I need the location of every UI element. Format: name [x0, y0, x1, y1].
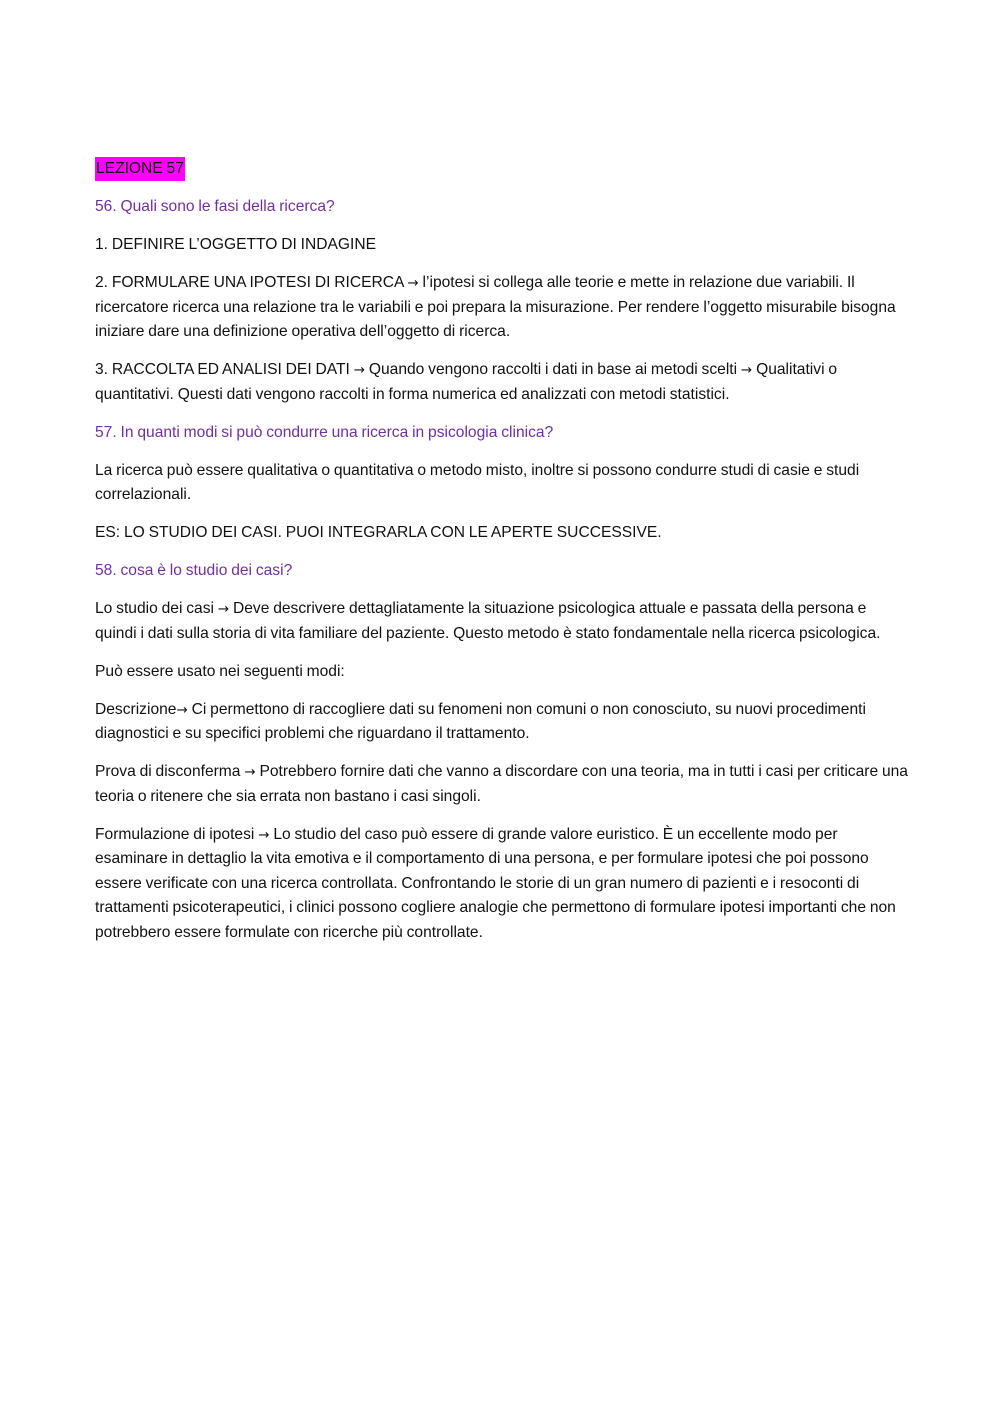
- use-hypothesis-lead: Formulazione di ipotesi: [95, 825, 259, 843]
- step-3: [95, 358, 910, 407]
- use-description-lead: Descrizione: [95, 700, 177, 718]
- use-disconfirmation: [95, 760, 910, 809]
- document-page: [95, 157, 910, 959]
- arrow-right-icon: →: [244, 764, 256, 780]
- use-description-text: Ci permettono di raccogliere dati su fenomeni non comuni o non conosciuto, su nuovi procedimenti diagnostici e su specifici problemi che riguardano il trattamento.: [95, 700, 866, 742]
- uses-intro: Può essere usato nei seguenti modi:: [95, 662, 345, 680]
- arrow-right-icon: →: [217, 601, 230, 617]
- case-study-intro: [95, 597, 910, 646]
- step-3-mid: Quando vengono raccolti i dati in base ai metodi scelti: [365, 361, 741, 378]
- use-hypothesis-text: Lo studio del caso può essere di grande valore euristico. È un eccellente modo per esaminare in dettaglio la vita emotiva e il comportamento di una persona, e per formulare ipotesi che poi possono essere verificate con una ricerca controllata. Confrontando le storie di un gran numero di pazienti e i resoconti di trattamenti psicoterapeutici, i clinici possono cogliere analogie che permettono di formulare ipotesi importanti che non potrebbero essere formulate con ricerche più controllate.: [95, 825, 896, 941]
- step-2-text: l’ipotesi si collega alle teorie e mette in relazione due variabili. Il ricercatore ricerca una relazione tra le variabili e poi prepara la misurazione. Per rendere l’oggetto misurabile bisogna iniziare dare una definizione operativa dell’oggetto di ricerca.: [95, 274, 896, 340]
- lesson-tag-line: [95, 157, 910, 182]
- arrow-right-icon: →: [353, 362, 366, 378]
- lesson-tag: LEZIONE 57: [95, 157, 185, 181]
- question-58: 58. cosa è lo studio dei casi?: [95, 562, 293, 579]
- step-3-text: Qualitativi o quantitativi. Questi dati vengono raccolti in forma numerica ed analizzati con metodi statistici.: [95, 361, 838, 403]
- case-study-intro-text: Deve descrivere dettagliatamente la situazione psicologica attuale e passata della persona e quindi i dati sulla storia di vita familiare del paziente. Questo metodo è stato fondamentale nella ricerca psicologica.: [95, 600, 881, 642]
- step-1: 1. DEFINIRE L’OGGETTO DI INDAGINE: [95, 236, 377, 253]
- arrow-right-icon: →: [407, 275, 419, 291]
- question-57: 57. In quanti modi si può condurre una ricerca in psicologia clinica?: [95, 423, 554, 441]
- use-disconfirmation-lead: Prova di disconferma: [95, 763, 245, 780]
- case-study-intro-lead: Lo studio dei casi: [95, 600, 218, 617]
- step-3-lead: 3. RACCOLTA ED ANALISI DEI DATI: [95, 361, 354, 378]
- arrow-right-icon: →: [740, 362, 753, 378]
- step-2-lead: 2. FORMULARE UNA IPOTESI DI RICERCA: [95, 274, 408, 291]
- answer-57: La ricerca può essere qualitativa o quantitativa o metodo misto, inoltre si possono condurre studi di casie e studi correlazionali.: [95, 461, 860, 503]
- note-57: ES: LO STUDIO DEI CASI. PUOI INTEGRARLA CON LE APERTE SUCCESSIVE.: [95, 524, 662, 541]
- arrow-right-icon: →: [258, 826, 270, 843]
- use-hypothesis: [95, 823, 910, 946]
- arrow-right-icon: →: [176, 701, 188, 718]
- question-56: 56. Quali sono le fasi della ricerca?: [95, 198, 335, 215]
- use-disconfirmation-text: Potrebbero fornire dati che vanno a discordare con una teoria, ma in tutti i casi per criticare una teoria o ritenere che sia errata non bastano i casi singoli.: [95, 763, 908, 805]
- use-description: [95, 698, 910, 747]
- step-2: [95, 271, 910, 345]
